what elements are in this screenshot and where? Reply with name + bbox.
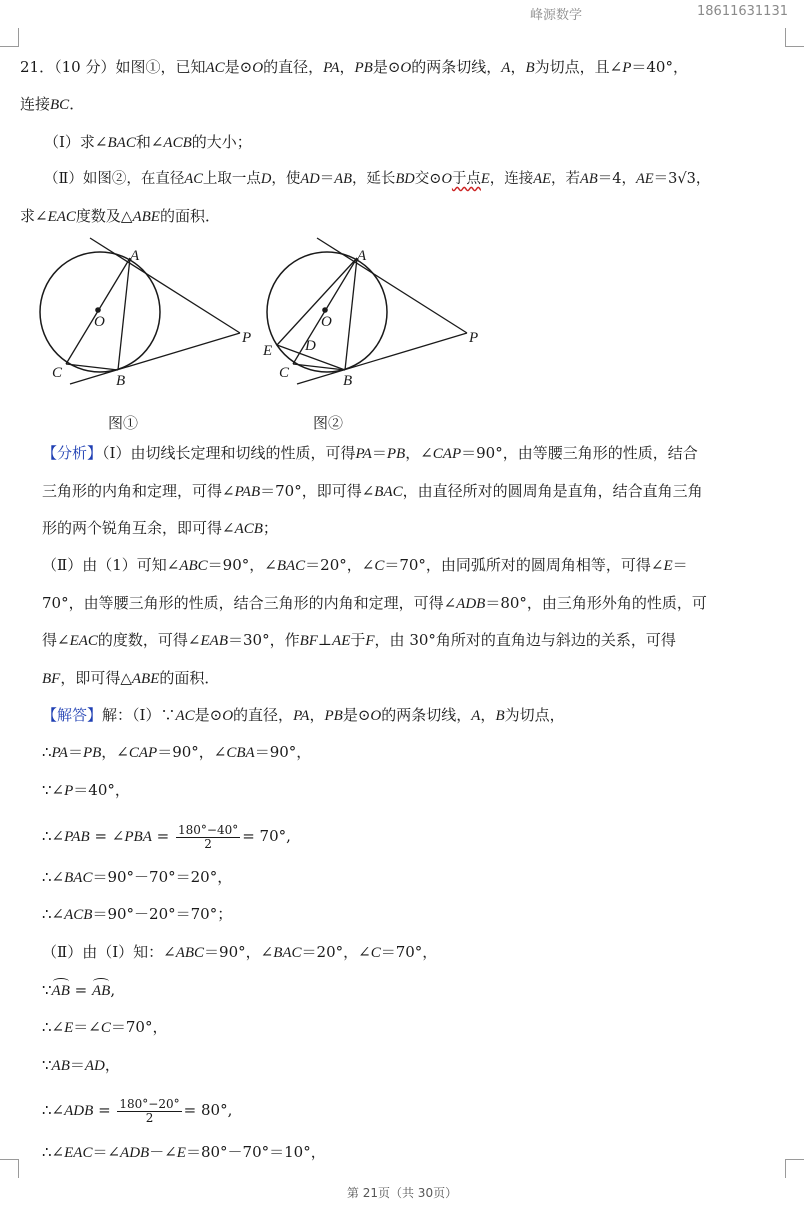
corner-mark-bottom-left: [0, 1159, 19, 1178]
fig2-label-o: O: [321, 314, 332, 330]
analysis-line-1: 【分析】（Ⅰ）由切线长定理和切线的性质，可得PA＝PB，∠CAP＝90°，由等腰三角形的性质，结合: [42, 444, 698, 462]
solution-line-6: ∴∠ACB＝90°－20°＝70°；: [42, 905, 233, 923]
fig2-label-a: A: [357, 248, 367, 264]
analysis-line-7: BF，即可得△ABE的面积．: [42, 669, 220, 687]
figure-2-caption: 图②: [313, 414, 344, 432]
corner-mark-top-right: [785, 28, 804, 47]
fig1-label-c: C: [52, 365, 63, 381]
figure-1-caption: 图①: [108, 414, 139, 432]
problem-line-2: 连接BC．: [20, 95, 85, 113]
solution-line-3: ∵∠P＝40°，: [42, 781, 130, 799]
analysis-line-2: 三角形的内角和定理，可得∠PAB＝70°，即可得∠BAC，由直径所对的圆周角是直角，结合直角三角: [42, 482, 703, 500]
solution-line-9: ∴∠E＝∠C＝70°，: [42, 1018, 168, 1036]
solution-line-2: ∴PA＝PB，∠CAP＝90°，∠CBA＝90°，: [42, 743, 312, 761]
fig1-label-a: A: [130, 248, 140, 264]
analysis-line-5: 70°，由等腰三角形的性质，结合三角形的内角和定理，可得∠ADB＝80°，由三角形外角的性质，可: [42, 594, 707, 612]
fig2-tangent-pb: [297, 333, 467, 384]
fig2-label-d: D: [305, 338, 316, 354]
problem-line-1: 21．（10 分）如图①，已知AC是⊙O的直径，PA，PB是⊙O的两条切线，A，B为切点，且∠P＝40°，: [20, 58, 688, 76]
analysis-line-3: 形的两个锐角互余，即可得∠ACB；: [42, 519, 278, 537]
figure-1: [30, 232, 273, 392]
solution-line-12: ∴∠EAC＝∠ADB－∠E＝80°－70°＝10°，: [42, 1143, 326, 1161]
problem-part-1: （Ⅰ）求∠BAC和∠ACB的大小；: [44, 133, 252, 151]
solution-tag: 【解答】: [42, 706, 103, 724]
solution-line-5: ∴∠BAC＝90°－70°＝20°，: [42, 868, 233, 886]
analysis-line-6: 得∠EAC的度数，可得∠EAB＝30°，作BF⊥AE于F，由 30°角所对的直角边与斜边的关系，可得: [42, 631, 676, 649]
solution-line-1: 【解答】解：（Ⅰ）∵AC是⊙O的直径，PA，PB是⊙O的两条切线，A，B为切点，: [42, 706, 565, 724]
problem-part-2-cont: 求∠EAC度数及△ABE的面积．: [20, 207, 220, 225]
solution-line-10: ∵AB＝AD，: [42, 1056, 120, 1074]
corner-mark-top-left: [0, 28, 19, 47]
fig2-circle: [267, 252, 387, 372]
problem-part-2: （Ⅱ）如图②，在直径AC上取一点D，使AD＝AB，延长BD交⊙O于点E，连接AE，若AB＝4，AE＝3√3，: [44, 171, 711, 187]
fig2-tangent-pa: [317, 238, 467, 333]
fig2-label-b: B: [343, 373, 353, 389]
fig1-center-dot: [95, 307, 101, 313]
fig1-chord-bc: [66, 364, 118, 370]
solution-line-4: ∴∠PAB = ∠PBA = $\frac{180^\circ-40^\circ}{2}$ = 70°,: [42, 822, 291, 851]
header-phone: 18611631131: [697, 4, 788, 19]
fig2-label-c: C: [279, 365, 290, 381]
fraction-2: $\frac{180^\circ-20^\circ}{2}$: [119, 1096, 180, 1125]
fig2-label-e: E: [263, 343, 273, 359]
figure-2: [255, 232, 495, 392]
fig2-chord-ae: [277, 258, 357, 345]
corner-mark-bottom-right: [785, 1159, 804, 1178]
fig1-label-o: O: [94, 314, 105, 330]
header-brand: 峰源数学: [530, 8, 583, 23]
fig1-label-p: P: [242, 330, 252, 346]
solution-line-11: ∴∠ADB = $\frac{180^\circ-20^\circ}{2}$ = 80°,: [42, 1096, 233, 1125]
analysis-line-4: （Ⅱ）由（1）可知∠ABC＝90°，∠BAC＝20°，∠C＝70°，由同弧所对的圆周角相等，可得∠E＝: [42, 556, 688, 574]
page-footer: 第 21页（共 30页）: [346, 1186, 458, 1200]
fig1-tangent-pa: [90, 238, 240, 333]
arc-ab-2: AB: [91, 983, 111, 999]
fig2-center-dot: [322, 307, 328, 313]
fig1-tangent-pb: [70, 333, 240, 384]
fig1-label-b: B: [116, 373, 126, 389]
fig1-circle: [40, 252, 160, 372]
analysis-tag: 【分析】: [42, 444, 103, 462]
arc-ab-1: AB: [51, 983, 70, 999]
fig2-label-p: P: [469, 330, 479, 346]
fraction-1: $\frac{180^\circ-40^\circ}{2}$: [177, 822, 239, 851]
solution-line-7: （Ⅱ）由（Ⅰ）知：∠ABC＝90°，∠BAC＝20°，∠C＝70°，: [42, 943, 438, 961]
solution-line-8: ∵AB = AB,: [42, 981, 116, 999]
